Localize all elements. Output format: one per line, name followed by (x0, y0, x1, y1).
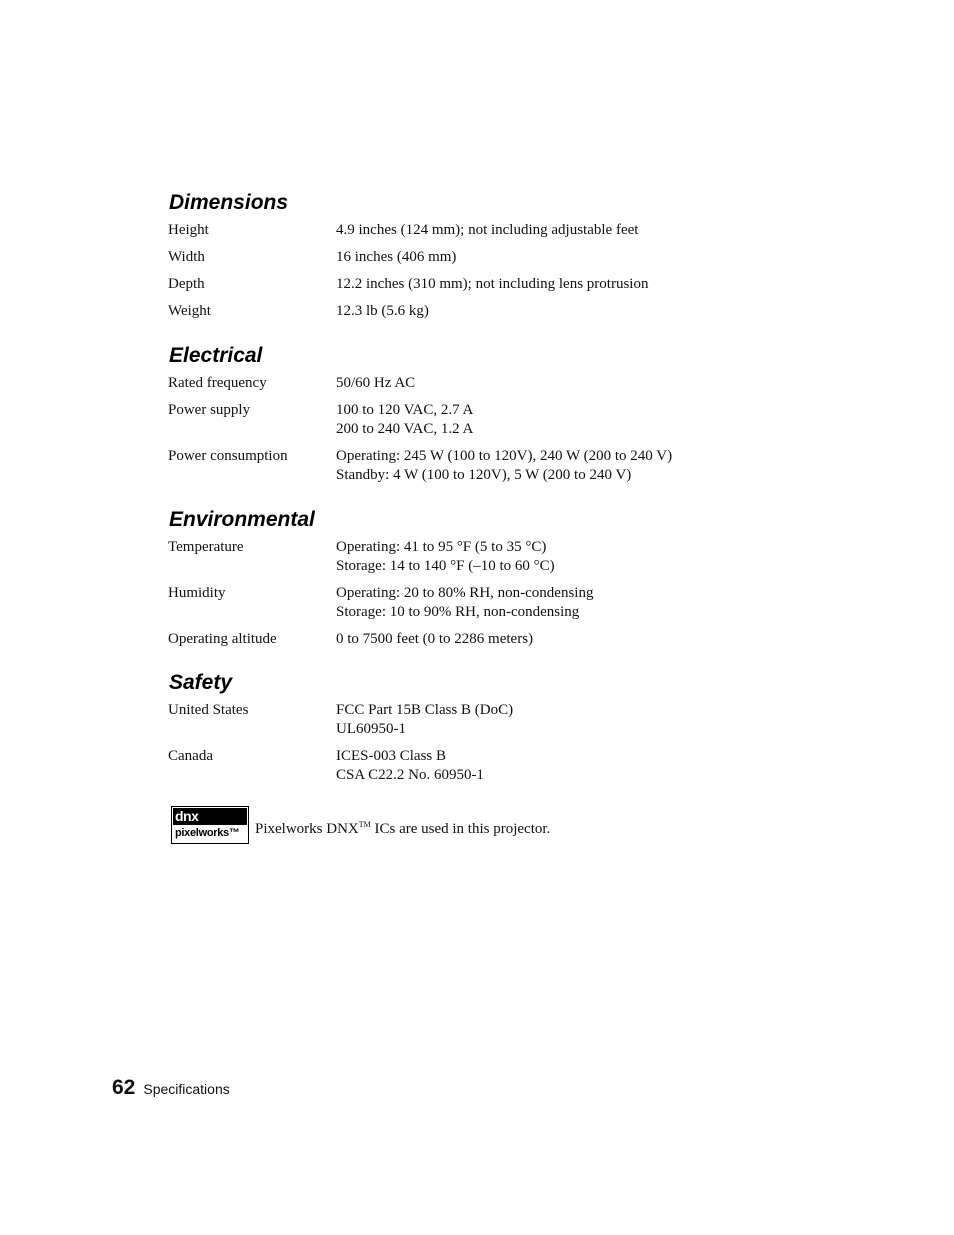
spec-value-line: FCC Part 15B Class B (DoC) (336, 702, 514, 718)
page-number: 62 (112, 1076, 136, 1099)
spec-label: Weight (168, 303, 211, 319)
spec-label: Humidity (168, 585, 226, 601)
spec-value-line: Storage: 14 to 140 °F (–10 to 60 °C) (336, 558, 555, 574)
spec-value-line: 12.3 lb (5.6 kg) (336, 303, 429, 319)
spec-value (336, 701, 808, 739)
footer-label: Specifications (143, 1081, 230, 1097)
spec-value (336, 248, 808, 267)
spec-label: Canada (168, 748, 213, 764)
spec-rows (168, 538, 808, 649)
pixelworks-dnx-logo-icon (171, 806, 249, 844)
spec-label: Power consumption (168, 448, 288, 464)
note-suffix: ICs are used in this projector. (370, 821, 551, 837)
spec-rows (168, 374, 808, 485)
spec-value-line: Operating: 245 W (100 to 120V), 240 W (200 to 240 V) (336, 448, 673, 464)
spec-row (168, 447, 808, 485)
spec-value (336, 630, 808, 649)
spec-rows (168, 221, 808, 321)
spec-label: Height (168, 222, 209, 238)
section-heading: Electrical (169, 344, 263, 367)
spec-row (168, 401, 808, 439)
spec-value (336, 275, 808, 294)
spec-value-line: Storage: 10 to 90% RH, non-condensing (336, 604, 580, 620)
spec-value-line: 4.9 inches (124 mm); not including adjustable feet (336, 222, 639, 238)
spec-value-line: 12.2 inches (310 mm); not including lens protrusion (336, 276, 649, 292)
section-heading: Environmental (169, 508, 315, 531)
spec-value-line: Standby: 4 W (100 to 120V), 5 W (200 to 240 V) (336, 467, 632, 483)
section-safety (168, 671, 808, 793)
section-electrical (168, 344, 808, 493)
note-trademark: TM (358, 820, 371, 829)
spec-label: Rated frequency (168, 375, 267, 391)
spec-label: Operating altitude (168, 631, 277, 647)
spec-value-line: 200 to 240 VAC, 1.2 A (336, 421, 474, 437)
spec-value-line: Operating: 41 to 95 °F (5 to 35 °C) (336, 539, 547, 555)
spec-value-line: 0 to 7500 feet (0 to 2286 meters) (336, 631, 534, 647)
spec-value (336, 538, 808, 576)
section-dimensions (168, 191, 808, 329)
spec-label: Power supply (168, 402, 251, 418)
pixelworks-note (171, 806, 550, 844)
spec-value-line: 16 inches (406 mm) (336, 249, 457, 265)
note-text (255, 820, 550, 838)
spec-value-line: ICES-003 Class B (336, 748, 447, 764)
spec-row (168, 374, 808, 393)
spec-label: Temperature (168, 539, 244, 555)
note-prefix: Pixelworks DNX (255, 821, 359, 837)
spec-value (336, 302, 808, 321)
spec-row (168, 275, 808, 294)
spec-value (336, 747, 808, 785)
spec-label: Width (168, 249, 205, 265)
spec-row (168, 302, 808, 321)
spec-value (336, 221, 808, 240)
spec-row (168, 584, 808, 622)
section-environmental (168, 508, 808, 657)
spec-rows (168, 701, 808, 785)
spec-row (168, 747, 808, 785)
logo-top-text: dnx (173, 808, 247, 825)
spec-row (168, 221, 808, 240)
spec-value-line: 100 to 120 VAC, 2.7 A (336, 402, 474, 418)
spec-value-line: Operating: 20 to 80% RH, non-condensing (336, 585, 594, 601)
spec-label: Depth (168, 276, 205, 292)
spec-value (336, 584, 808, 622)
page-footer (112, 1076, 230, 1100)
section-heading: Safety (169, 671, 233, 694)
spec-row (168, 630, 808, 649)
spec-value-line: CSA C22.2 No. 60950-1 (336, 767, 484, 783)
spec-label: United States (168, 702, 249, 718)
spec-value-line: UL60950-1 (336, 721, 406, 737)
spec-value-line: 50/60 Hz AC (336, 375, 416, 391)
spec-row (168, 248, 808, 267)
logo-bottom-text: pixelworks™ (175, 827, 240, 839)
spec-value (336, 447, 808, 485)
section-heading: Dimensions (169, 191, 289, 214)
spec-value (336, 374, 808, 393)
spec-row (168, 701, 808, 739)
spec-row (168, 538, 808, 576)
spec-value (336, 401, 808, 439)
